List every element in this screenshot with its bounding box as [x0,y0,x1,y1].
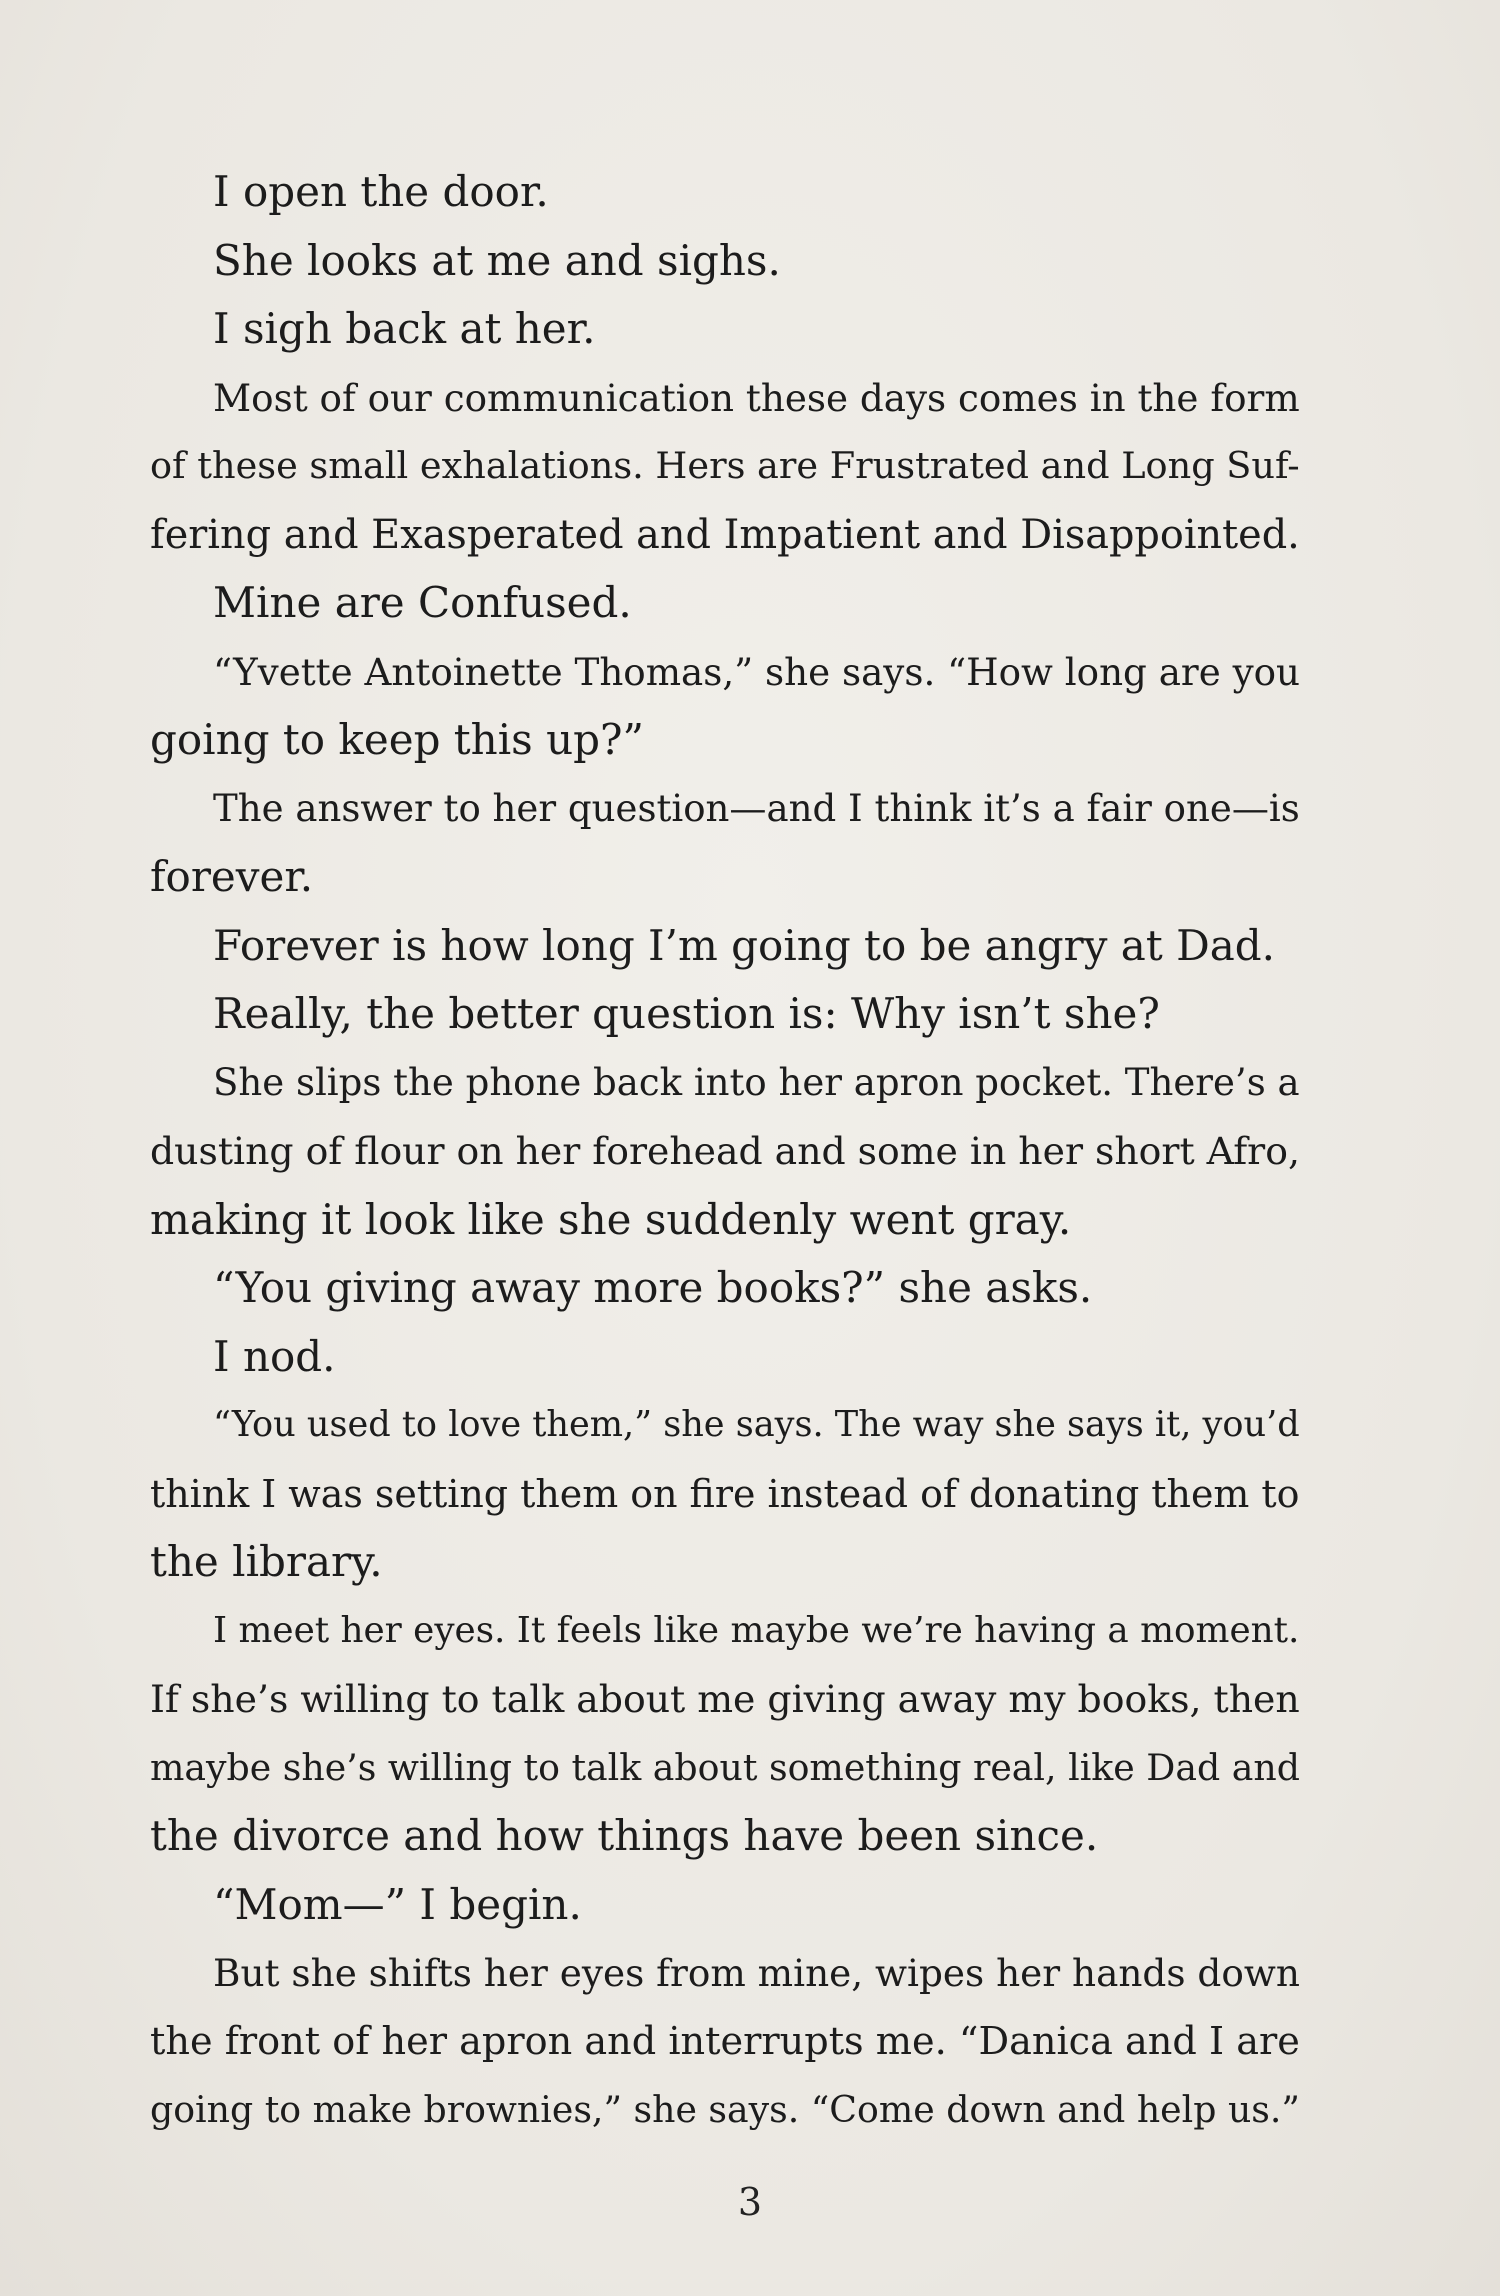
text-line: She looks at me and sighs. [213,235,781,285]
text-line: forever. [150,852,314,901]
text-line: I open the door. [213,167,549,216]
text-line: going to make brownies,” she says. “Come down and help us.” [150,2088,1300,2131]
body-text [150,158,1300,2145]
text-line: making it look like she suddenly went gray. [150,1194,1072,1244]
text-line: think I was setting them on fire instead of donating them to [150,1471,1300,1516]
text-line: Most of our communication these days comes in the form [213,375,1300,420]
text-line: I nod. [213,1331,336,1381]
text-line: If she’s willing to talk about me giving away my books, then [150,1677,1300,1721]
text-line: I sigh back at her. [213,304,596,353]
page-number: 3 [737,2180,763,2224]
text-line: The answer to her question—and I think it’s a fair one—is [213,786,1300,830]
text-line: of these small exhalations. Hers are Frustrated and Long Suf- [150,444,1300,487]
text-line: the library. [150,1537,383,1586]
text-line: fering and Exasperated and Impatient and Disappointed. [150,511,1300,558]
text-line: “You giving away more books?” she asks. [213,1263,1093,1312]
text-line: the divorce and how things have been since. [150,1811,1099,1860]
text-line: Forever is how long I’m going to be angry at Dad. [213,920,1276,970]
text-line: maybe she’s willing to talk about something real, like Dad and [150,1745,1300,1789]
text-line: going to keep this up?” [150,715,644,764]
text-line: She slips the phone back into her apron pocket. There’s a [213,1060,1300,1104]
text-line: “Mom—” I begin. [213,1879,582,1929]
text-line: But she shifts her eyes from mine, wipes her hands down [213,1951,1300,1995]
text-line: dusting of flour on her forehead and some in her short Afro, [150,1129,1300,1173]
text-line: I meet her eyes. It feels like maybe we’re having a moment. [213,1609,1300,1651]
text-line: the front of her apron and interrupts me. “Danica and I are [150,2019,1300,2064]
text-line: Mine are Confused. [213,578,632,627]
text-line: Really, the better question is: Why isn’t she? [213,989,1160,1038]
text-line: “Yvette Antoinette Thomas,” she says. “How long are you [213,649,1301,694]
text-line: “You used to love them,” she says. The way she says it, you’d [213,1404,1300,1445]
